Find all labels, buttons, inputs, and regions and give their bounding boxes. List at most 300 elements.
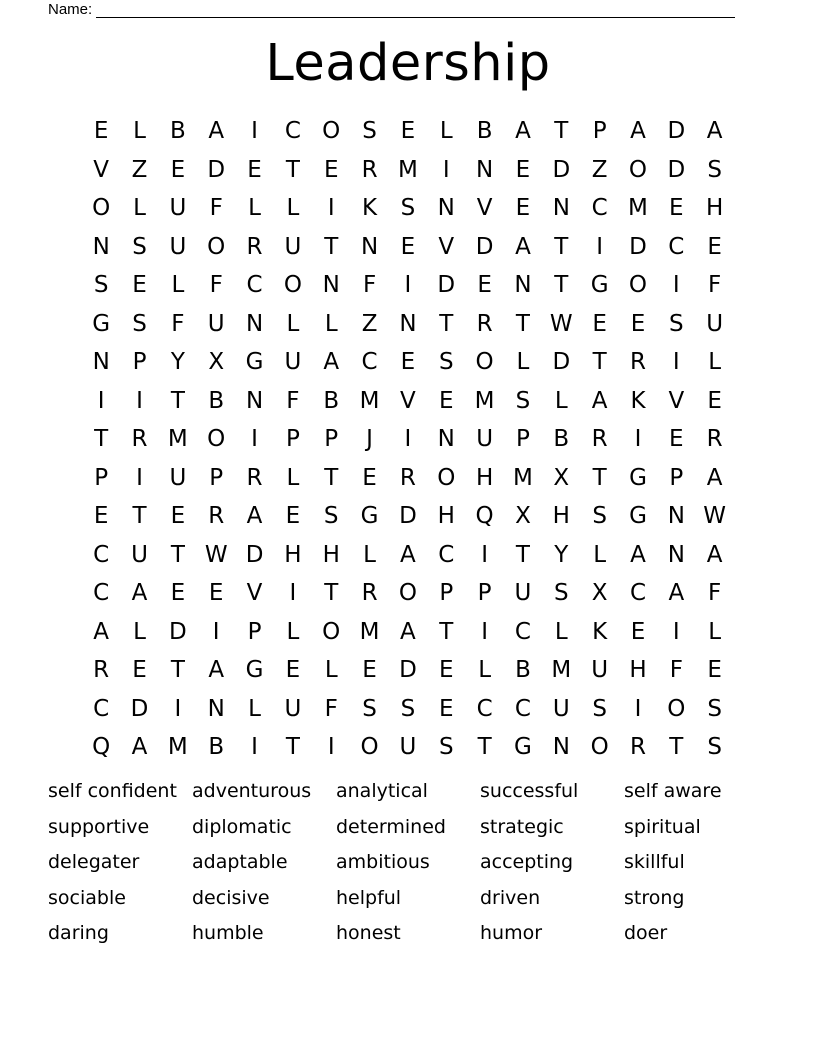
grid-letter: Z (361, 310, 378, 337)
grid-letter: S (515, 387, 531, 414)
grid-letter: A (630, 118, 646, 145)
grid-letter: I (251, 118, 258, 145)
grid-letter: P (94, 464, 109, 491)
grid-letter: P (477, 580, 492, 607)
grid-letter: S (592, 503, 607, 530)
grid-letter: S (707, 734, 722, 761)
grid-letter: L (554, 618, 568, 645)
word-list (48, 774, 768, 952)
grid-row (82, 497, 734, 536)
grid-letter: T (515, 541, 530, 568)
word-list-item: decisive (192, 886, 270, 909)
grid-letter: E (592, 310, 607, 337)
grid-letter: S (669, 310, 684, 337)
grid-letter: N (514, 272, 532, 299)
grid-row (82, 228, 734, 267)
word-list-item: helpful (336, 886, 402, 909)
grid-letter: A (208, 657, 225, 684)
word-list-item: skillful (624, 851, 685, 874)
grid-letter: E (362, 657, 377, 684)
grid-letter: C (629, 580, 647, 607)
grid-letter: E (285, 657, 301, 684)
grid-letter: A (630, 541, 646, 568)
grid-letter: N (207, 695, 225, 722)
grid-letter: Q (475, 503, 494, 530)
grid-letter: L (439, 118, 453, 145)
word-list-item: analytical (336, 780, 428, 802)
grid-letter: V (246, 580, 263, 607)
word-list-item: honest (336, 922, 401, 945)
grid-letter: W (549, 310, 573, 337)
grid-letter: I (634, 426, 642, 453)
grid-letter: E (669, 195, 684, 222)
grid-letter: U (706, 310, 724, 337)
grid-letter: R (361, 580, 378, 607)
grid-letter: O (475, 349, 494, 376)
word-list-item: sociable (48, 886, 126, 909)
grid-letter: T (515, 310, 530, 337)
grid-letter: T (285, 734, 300, 761)
grid-letter: B (169, 118, 186, 145)
grid-letter: S (132, 310, 147, 337)
grid-letter: T (170, 657, 185, 684)
grid-letter: P (209, 464, 224, 491)
grid-letter: P (439, 580, 454, 607)
grid-letter: N (399, 310, 417, 337)
grid-letter: C (284, 118, 301, 145)
grid-letter: D (245, 541, 264, 568)
grid-row (82, 459, 734, 498)
grid-letter: I (136, 387, 143, 414)
word-list-item: self aware (624, 780, 722, 802)
grid-letter: P (285, 426, 300, 453)
grid-letter: T (285, 156, 300, 183)
grid-letter: E (438, 695, 454, 722)
grid-letter: U (284, 695, 302, 722)
grid-letter: L (363, 541, 376, 568)
grid-letter: P (669, 464, 684, 491)
word-list-item: adventurous (192, 780, 312, 802)
grid-letter: D (399, 657, 417, 684)
grid-letter: E (630, 618, 646, 645)
grid-letter: U (207, 310, 225, 337)
grid-letter: C (476, 695, 493, 722)
grid-letter: D (629, 233, 647, 260)
grid-letter: N (437, 195, 455, 222)
grid-letter: N (245, 310, 264, 337)
grid-letter: S (400, 195, 416, 222)
grid-letter: T (132, 503, 147, 530)
grid-letter: G (360, 503, 379, 530)
grid-letter: N (92, 233, 110, 260)
word-list-item: adaptable (192, 851, 288, 874)
grid-letter: Q (92, 734, 111, 761)
grid-letter: V (476, 195, 493, 222)
grid-letter: I (481, 541, 488, 568)
grid-letter: E (400, 233, 416, 260)
grid-letter: D (437, 272, 456, 299)
grid-letter: E (400, 349, 416, 376)
word-list-item: daring (48, 922, 109, 945)
grid-letter: S (362, 118, 377, 145)
word-list-item: strategic (480, 815, 564, 838)
grid-letter: P (516, 426, 530, 453)
grid-letter: T (477, 734, 492, 761)
grid-letter: F (209, 272, 223, 299)
grid-letter: G (590, 272, 609, 299)
grid-letter: V (400, 387, 416, 414)
grid-letter: E (93, 503, 109, 530)
grid-letter: I (97, 387, 105, 414)
grid-letter: O (207, 233, 226, 260)
grid-letter: U (169, 233, 187, 260)
grid-letter: S (132, 233, 147, 260)
grid-letter: I (212, 618, 220, 645)
word-list-item: driven (480, 886, 541, 909)
grid-letter: E (247, 156, 262, 183)
grid-letter: L (708, 618, 722, 645)
grid-letter: R (246, 233, 263, 260)
grid-letter: T (170, 387, 185, 414)
word-list-item: supportive (48, 815, 150, 838)
grid-letter: B (553, 426, 570, 453)
grid-row (82, 382, 734, 421)
grid-letter: O (667, 695, 686, 722)
grid-letter: S (553, 580, 569, 607)
grid-letter: L (554, 387, 568, 414)
grid-letter: T (554, 233, 569, 260)
grid-letter: L (248, 195, 261, 222)
grid-letter: F (324, 695, 338, 722)
grid-letter: L (324, 657, 338, 684)
grid-letter: S (592, 695, 607, 722)
grid-letter: M (359, 618, 380, 645)
grid-letter: U (476, 426, 494, 453)
grid-letter: S (707, 156, 722, 183)
grid-letter: T (439, 618, 454, 645)
grid-letter: L (171, 272, 185, 299)
grid-letter: Z (591, 156, 608, 183)
grid-letter: O (360, 734, 379, 761)
grid-letter: L (286, 310, 300, 337)
grid-row (82, 536, 734, 575)
grid-letter: B (476, 118, 493, 145)
grid-row (82, 305, 734, 344)
grid-letter: A (93, 618, 110, 645)
grid-letter: E (707, 233, 722, 260)
grid-letter: S (707, 695, 722, 722)
grid-letter: U (284, 349, 302, 376)
grid-letter: D (399, 503, 417, 530)
grid-letter: I (174, 695, 182, 722)
grid-letter: L (478, 657, 492, 684)
grid-letter: R (361, 156, 378, 183)
grid-letter: H (284, 541, 302, 568)
grid-row (82, 189, 734, 228)
grid-letter: E (438, 657, 454, 684)
grid-letter: T (324, 464, 339, 491)
grid-letter: E (669, 426, 684, 453)
grid-letter: E (515, 156, 531, 183)
grid-letter: M (167, 426, 188, 453)
grid-letter: A (515, 118, 531, 145)
grid-letter: R (591, 426, 608, 453)
grid-letter: C (514, 695, 531, 722)
grid-letter: M (474, 387, 495, 414)
grid-letter: F (209, 195, 223, 222)
grid-letter: E (515, 195, 531, 222)
grid-letter: H (706, 195, 724, 222)
grid-letter: E (132, 272, 147, 299)
grid-letter: N (92, 349, 110, 376)
grid-letter: F (286, 387, 300, 414)
grid-letter: I (596, 233, 604, 260)
grid-letter: K (592, 618, 608, 645)
grid-letter: C (93, 541, 110, 568)
grid-letter: O (628, 272, 648, 299)
grid-letter: R (208, 503, 225, 530)
grid-letter: K (362, 195, 378, 222)
grid-letter: E (400, 118, 416, 145)
grid-letter: E (170, 580, 186, 607)
grid-letter: N (476, 156, 494, 183)
grid-row (82, 574, 734, 613)
grid-letter: U (284, 233, 302, 260)
grid-letter: P (324, 426, 339, 453)
grid-letter: J (366, 426, 373, 453)
grid-letter: G (92, 310, 111, 337)
grid-letter: A (668, 580, 685, 607)
grid-letter: U (514, 580, 532, 607)
grid-letter: E (707, 657, 722, 684)
word-list-item: delegater (48, 851, 140, 874)
grid-row (82, 266, 734, 305)
word-list-item: self confident (48, 780, 177, 802)
grid-letter: N (245, 387, 264, 414)
grid-letter: L (286, 618, 300, 645)
grid-letter: A (706, 118, 723, 145)
grid-letter: I (251, 734, 258, 761)
grid-letter: X (208, 349, 225, 376)
grid-letter: E (438, 387, 454, 414)
grid-letter: P (592, 118, 607, 145)
grid-letter: E (285, 503, 301, 530)
grid-letter: F (708, 580, 722, 607)
grid-letter: U (169, 195, 187, 222)
grid-letter: I (136, 464, 143, 491)
grid-letter: U (131, 541, 148, 568)
grid-letter: X (553, 464, 570, 491)
grid-letter: I (327, 734, 335, 761)
grid-letter: L (708, 349, 722, 376)
grid-letter: A (400, 541, 416, 568)
word-list-item: ambitious (336, 851, 430, 874)
grid-letter: C (361, 349, 378, 376)
word-list-item: successful (480, 780, 579, 802)
grid-letter: F (669, 657, 683, 684)
grid-letter: A (131, 734, 148, 761)
grid-letter: D (667, 118, 686, 145)
grid-letter: E (630, 310, 646, 337)
word-list-item: humor (480, 922, 543, 945)
grid-letter: L (324, 310, 338, 337)
grid-letter: G (629, 464, 647, 491)
grid-letter: B (515, 657, 531, 684)
grid-letter: C (514, 618, 531, 645)
grid-letter: H (475, 464, 494, 491)
grid-letter: S (438, 349, 454, 376)
grid-letter: I (634, 695, 642, 722)
grid-letter: L (133, 118, 146, 145)
grid-letter: I (404, 272, 412, 299)
grid-letter: E (170, 156, 186, 183)
grid-letter: C (93, 580, 110, 607)
grid-letter: T (439, 310, 454, 337)
grid-letter: K (630, 387, 646, 414)
grid-letter: D (475, 233, 494, 260)
grid-letter: N (552, 195, 570, 222)
grid-letter: R (476, 310, 493, 337)
grid-letter: H (322, 541, 340, 568)
grid-letter: Z (131, 156, 148, 183)
grid-letter: W (703, 503, 727, 530)
grid-letter: R (131, 426, 148, 453)
grid-letter: C (668, 233, 685, 260)
grid-letter: I (672, 349, 680, 376)
grid-letter: B (208, 734, 225, 761)
grid-letter: O (437, 464, 456, 491)
grid-letter: G (514, 734, 532, 761)
grid-letter: F (171, 310, 185, 337)
grid-letter: L (593, 541, 607, 568)
grid-letter: M (513, 464, 533, 491)
grid-letter: U (169, 464, 187, 491)
grid-letter: O (322, 118, 341, 145)
grid-letter: T (669, 734, 684, 761)
grid-row (82, 151, 734, 190)
grid-letter: L (286, 195, 300, 222)
grid-letter: M (628, 195, 648, 222)
grid-letter: F (362, 272, 377, 299)
grid-letter: G (245, 349, 264, 376)
grid-letter: O (628, 156, 648, 183)
grid-row (82, 112, 734, 151)
grid-letter: I (404, 426, 412, 453)
grid-letter: E (208, 580, 224, 607)
grid-letter: O (322, 618, 341, 645)
grid-letter: B (208, 387, 225, 414)
grid-letter: O (398, 580, 417, 607)
grid-letter: V (93, 156, 110, 183)
grid-letter: A (706, 464, 723, 491)
grid-letter: I (672, 272, 680, 299)
grid-letter: R (629, 734, 646, 761)
grid-letter: R (399, 464, 416, 491)
grid-letter: O (92, 195, 111, 222)
grid-letter: A (323, 349, 340, 376)
grid-letter: D (667, 156, 686, 183)
grid-letter: S (93, 272, 109, 299)
word-list-item: humble (192, 922, 264, 945)
grid-letter: A (706, 541, 723, 568)
grid-letter: I (289, 580, 297, 607)
grid-letter: T (554, 118, 569, 145)
grid-letter: T (94, 426, 109, 453)
name-label: Name: (48, 1, 93, 18)
grid-letter: L (516, 349, 530, 376)
grid-letter: U (399, 734, 417, 761)
grid-letter: N (322, 272, 340, 299)
letter-grid (82, 112, 734, 767)
grid-letter: L (133, 195, 146, 222)
grid-letter: S (323, 503, 339, 530)
grid-letter: N (360, 233, 379, 260)
grid-letter: D (207, 156, 226, 183)
name-field (48, 0, 748, 18)
grid-letter: S (362, 695, 377, 722)
grid-letter: N (667, 541, 685, 568)
grid-letter: Y (170, 349, 185, 376)
grid-letter: A (208, 118, 225, 145)
grid-letter: O (590, 734, 609, 761)
grid-letter: C (438, 541, 455, 568)
grid-letter: E (707, 387, 722, 414)
grid-letter: C (93, 695, 110, 722)
grid-row (82, 420, 734, 459)
grid-letter: A (131, 580, 148, 607)
grid-letter: A (400, 618, 416, 645)
grid-letter: I (327, 195, 335, 222)
grid-row (82, 728, 734, 767)
grid-letter: T (592, 464, 607, 491)
grid-letter: E (132, 657, 147, 684)
grid-row (82, 613, 734, 652)
grid-letter: N (667, 503, 685, 530)
word-list-item: strong (624, 886, 685, 909)
grid-letter: L (286, 464, 300, 491)
grid-letter: H (552, 503, 570, 530)
grid-letter: W (204, 541, 228, 568)
grid-letter: D (552, 349, 571, 376)
grid-letter: D (130, 695, 149, 722)
grid-letter: A (246, 503, 263, 530)
grid-letter: U (591, 657, 609, 684)
grid-letter: M (397, 156, 418, 183)
grid-letter: H (437, 503, 455, 530)
grid-letter: N (437, 426, 455, 453)
grid-letter: R (629, 349, 646, 376)
grid-letter: O (283, 272, 302, 299)
grid-letter: T (592, 349, 607, 376)
word-list-item: spiritual (624, 815, 701, 838)
grid-letter: X (591, 580, 608, 607)
grid-letter: E (477, 272, 492, 299)
grid-letter: L (133, 618, 146, 645)
grid-letter: I (442, 156, 450, 183)
grid-letter: I (481, 618, 488, 645)
grid-letter: E (93, 118, 109, 145)
grid-letter: D (169, 618, 187, 645)
grid-letter: X (515, 503, 531, 530)
grid-row (82, 690, 734, 729)
grid-letter: Y (554, 541, 569, 568)
page-title: Leadership (265, 34, 551, 93)
word-list-item: doer (624, 922, 668, 945)
grid-letter: T (324, 233, 339, 260)
grid-letter: M (167, 734, 188, 761)
grid-letter: A (515, 233, 531, 260)
grid-letter: T (170, 541, 185, 568)
